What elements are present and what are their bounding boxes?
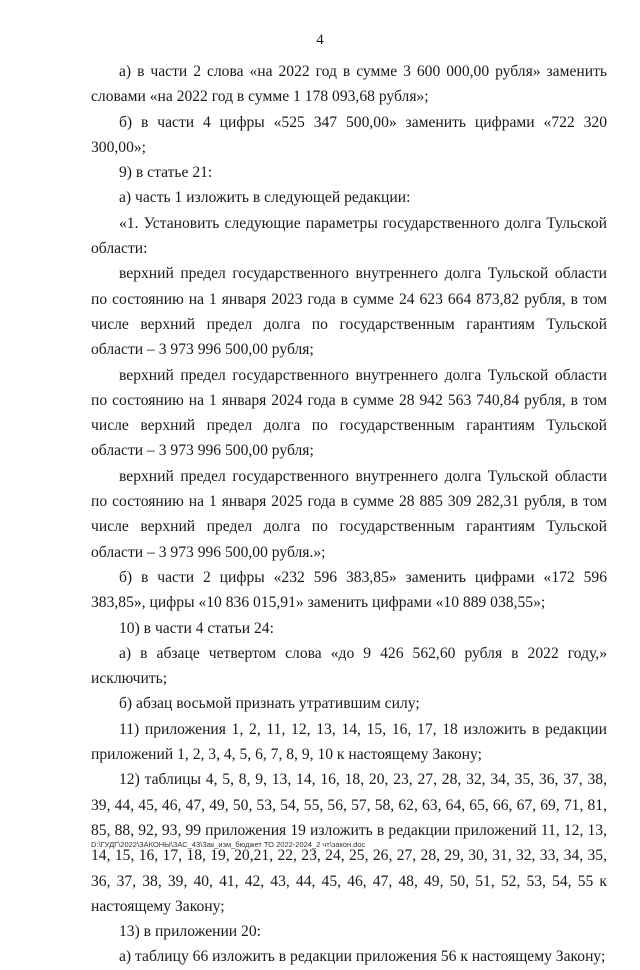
paragraph-item-9: 9) в статье 21: (119, 164, 213, 182)
paragraph-item-11: 11) приложения 1, 2, 11, 12, 13, 14, 15, 16, 17, 18 изложить в редакции приложений 1, 2, 3, 4, 5, 6, 7, 8, 9, 10 к настоящему Закону; (91, 720, 607, 764)
page-number: 4 (316, 32, 324, 48)
paragraph-debt-2025: верхний предел государственного внутреннего долга Тульской области по состоянию на 1 января 2025 года в сумме 28 885 309 282,31 рубля, в том числе верхний предел долга по государственным гарантиям Тульской области – 3 973 996 500,00 рубля.»; (91, 467, 607, 561)
paragraph-debt-2023: верхний предел государственного внутреннего долга Тульской области по состоянию на 1 января 2023 года в сумме 24 623 664 873,82 рубля, в том числе верхний предел долга по государственным гарантиям Тульской области – 3 973 996 500,00 рубля; (91, 265, 607, 359)
paragraph-item-13: 13) в приложении 20: (119, 923, 261, 941)
paragraph-9-2b: б) в части 4 цифры «525 347 500,00» заменить цифрами «722 320 300,00»; (91, 113, 607, 156)
paragraph-13a: а) таблицу 66 изложить в редакции приложения 56 к настоящему Закону; (119, 948, 606, 966)
paragraph-9b: б) в части 2 цифры «232 596 383,85» заменить цифрами «172 596 383,85», цифры «10 836 015,91» заменить цифрами «10 889 038,55»; (91, 568, 607, 612)
paragraph-debt-2024: верхний предел государственного внутреннего долга Тульской области по состоянию на 1 января 2024 года в сумме 28 942 563 740,84 рубля, в том числе верхний предел долга по государственным гарантиям Тульской области – 3 973 996 500,00 рубля; (91, 366, 607, 460)
paragraph-10a: а) в абзаце четвертом слова «до 9 426 562,60 рубля в 2022 году,» исключить; (91, 644, 607, 688)
paragraph-10b: б) абзац восьмой признать утратившим силу; (119, 695, 420, 713)
file-path-footer: D:\ГУДГ\2022\ЗАКОНЫ\ЗАС_43\Зак_изм_бюджет ТО 2022-2024_2 чт\закон.doc (91, 840, 366, 849)
paragraph-9-2a: а) в части 2 слова «на 2022 год в сумме 3 600 000,00 рубля» заменить словами «на 2022 год в сумме 1 178 093,68 рубля»; (91, 63, 607, 106)
document-body (91, 59, 607, 970)
paragraph-item-12: 12) таблицы 4, 5, 8, 9, 13, 14, 16, 18, 20, 23, 27, 28, 32, 34, 35, 36, 37, 38, 39, 44, 45, 46, 47, 49, 50, 53, 54, 55, 56, 57, 58, 62, 63, 64, 65, 66, 67, 69, 71, 81, 85, 88, 92, 93, 99 приложения 19 изложить в редакции приложений 11, 12, 13, 14, 15, 16, 17, 18, 19, 20,21, 22, 23, 24, 25, 26, 27, 28, 29, 30, 31, 32, 33, 34, 35, 36, 37, 38, 39, 40, 41, 42, 43, 44, 45, 46, 47, 48, 49, 50, 51, 52, 53, 54, 55 к настоящему Закону; (91, 771, 607, 915)
paragraph-9a: а) часть 1 изложить в следующей редакции: (119, 189, 411, 207)
paragraph-debt-params: «1. Установить следующие параметры государственного долга Тульской области: (91, 214, 607, 258)
paragraph-item-10: 10) в части 4 статьи 24: (119, 619, 274, 637)
